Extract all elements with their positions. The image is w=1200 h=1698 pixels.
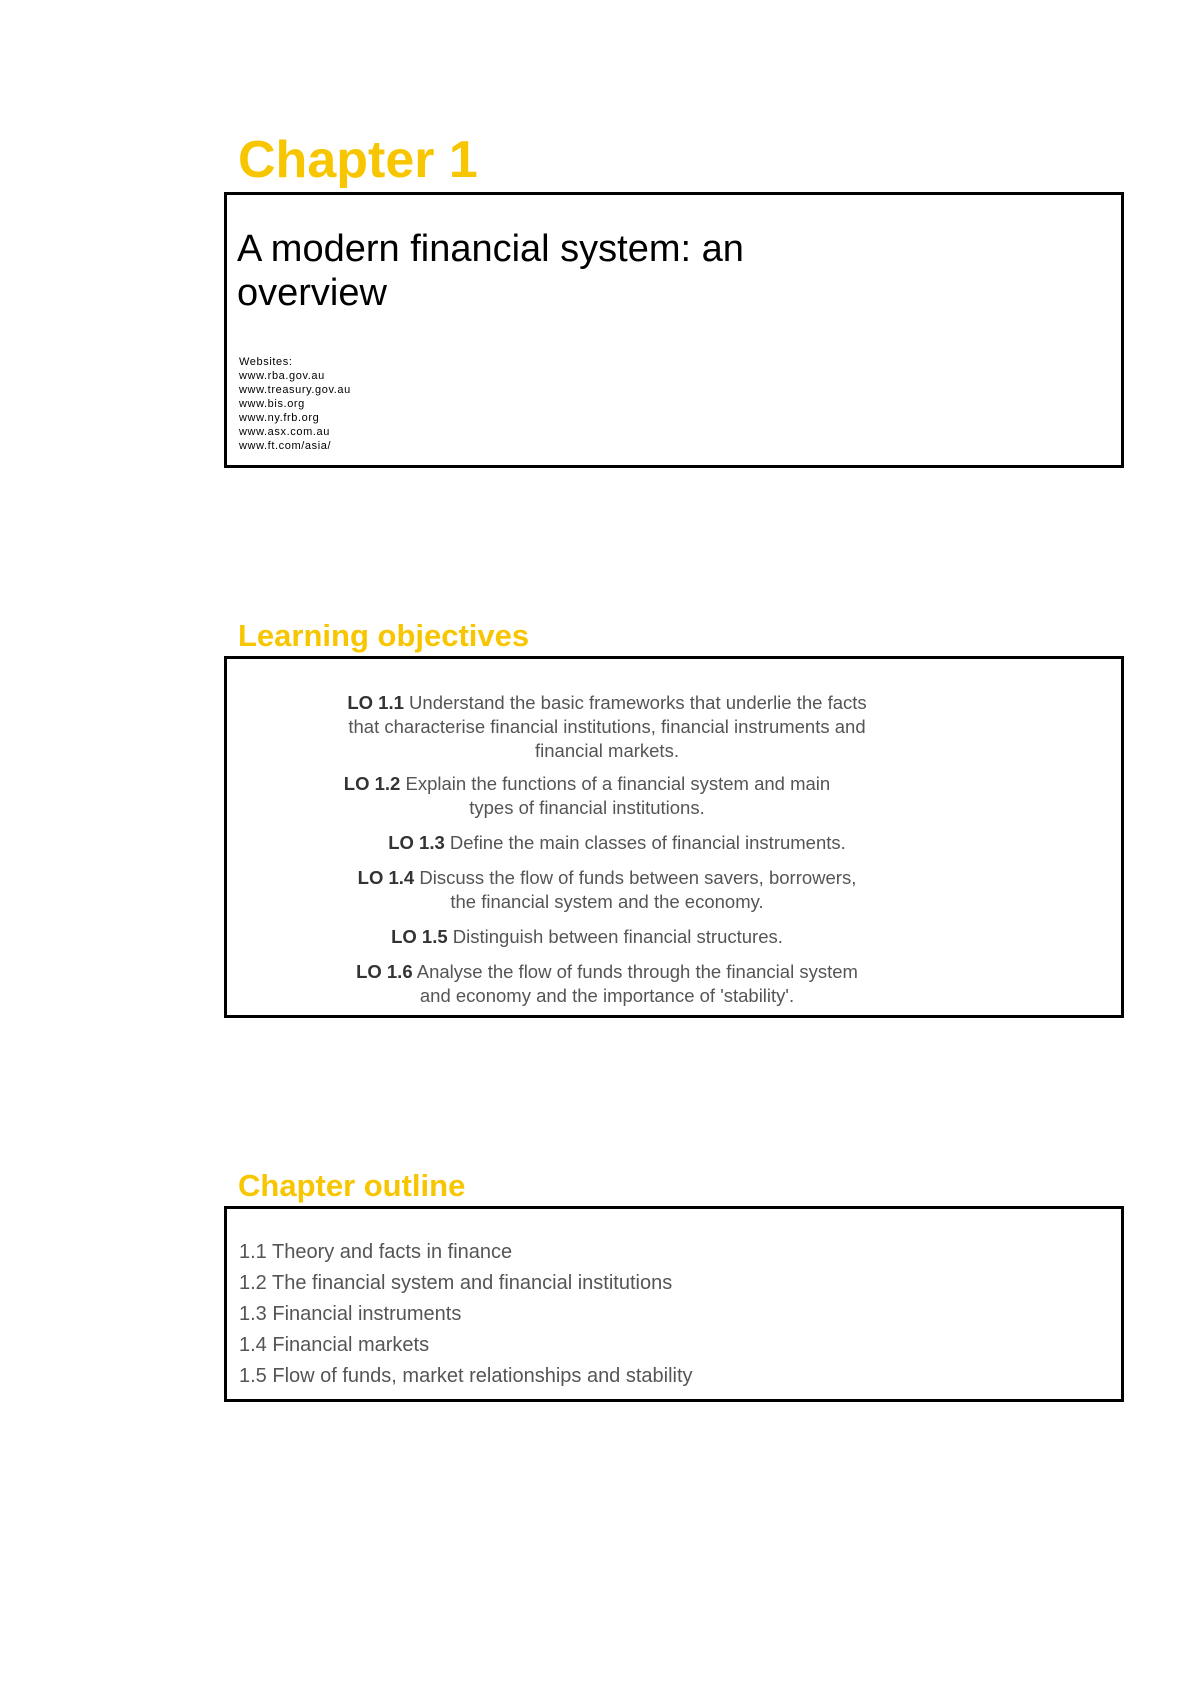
objective-code: LO 1.5	[391, 926, 448, 947]
website-link[interactable]: www.rba.gov.au	[239, 370, 325, 382]
website-link[interactable]: www.asx.com.au	[239, 426, 330, 438]
objective-text: Explain the functions of a financial system and main types of financial institutions.	[400, 773, 831, 818]
objective-text: Distinguish between financial structures.	[447, 926, 783, 947]
learning-objectives-heading: Learning objectives	[238, 618, 530, 653]
outline-item: 1.1 Theory and facts in finance	[239, 1241, 513, 1263]
objective-code: LO 1.3	[388, 832, 445, 853]
chapter-outline-heading: Chapter outline	[238, 1168, 466, 1203]
learning-objective	[337, 691, 877, 763]
objective-text: Analyse the flow of funds through the financial system and economy and the importance of 'stability'.	[412, 961, 858, 1006]
learning-objective	[307, 925, 867, 949]
website-link[interactable]: www.bis.org	[239, 398, 305, 410]
objective-code: LO 1.6	[356, 961, 413, 982]
website-link[interactable]: www.ft.com/asia/	[239, 440, 332, 452]
websites-list	[239, 355, 351, 453]
objective-text: Define the main classes of financial instruments.	[444, 832, 846, 853]
website-link[interactable]: www.ny.frb.org	[239, 412, 320, 424]
outline-item: 1.2 The financial system and financial institutions	[239, 1272, 673, 1294]
chapter-subtitle: A modern financial system: an overview	[237, 228, 744, 314]
title-slide-box	[224, 192, 1124, 468]
objective-text: Discuss the flow of funds between savers, borrowers, the financial system and the economy.	[414, 867, 857, 912]
chapter-outline-box	[224, 1206, 1124, 1402]
objective-text: Understand the basic frameworks that underlie the facts that characterise financial institutions, financial instruments and financial markets.	[348, 692, 867, 761]
learning-objective	[307, 831, 927, 855]
learning-objective	[357, 866, 857, 914]
outline-item: 1.3 Financial instruments	[239, 1303, 462, 1325]
learning-objective	[352, 960, 862, 1008]
outline-item: 1.5 Flow of funds, market relationships and stability	[239, 1365, 693, 1387]
websites-label: Websites:	[239, 356, 293, 368]
chapter-title: Chapter 1	[238, 131, 478, 189]
outline-item: 1.4 Financial markets	[239, 1334, 430, 1356]
objective-code: LO 1.2	[343, 773, 401, 794]
outline-list	[239, 1237, 693, 1392]
objective-code: LO 1.1	[347, 692, 404, 713]
learning-objective	[332, 772, 842, 820]
objective-code: LO 1.4	[357, 867, 415, 888]
website-link[interactable]: www.treasury.gov.au	[239, 384, 351, 396]
learning-objectives-box	[224, 656, 1124, 1018]
